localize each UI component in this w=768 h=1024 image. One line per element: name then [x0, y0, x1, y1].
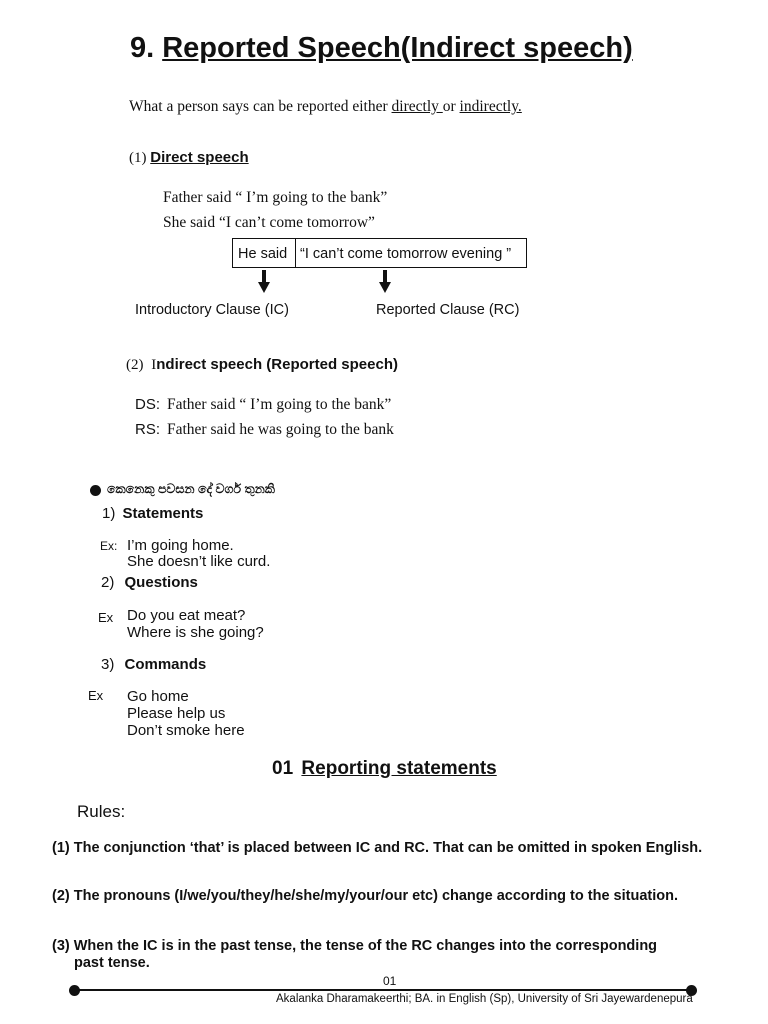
commands-example-3: Don’t smoke here	[127, 722, 245, 739]
clause-diagram-box	[232, 238, 527, 268]
commands-ex-label: Ex	[88, 688, 104, 703]
rc-label: Reported Clause (RC)	[376, 302, 520, 318]
rule-3: (3) When the IC is in the past tense, the tense of the RC changes into the corresponding	[52, 938, 658, 954]
footer-credit: Akalanka Dharamakeerthi; BA. in English (Sp), University of Sri Jayewardenepura	[276, 993, 693, 1005]
rc-text: “I can’t come tomorrow evening ”	[300, 246, 512, 262]
commands-example-2: Please help us	[127, 705, 226, 722]
intro-indirectly: indirectly.	[459, 98, 522, 115]
rules-label: Rules:	[77, 802, 126, 821]
intro-text: What a person says can be reported either	[129, 98, 392, 115]
rs-label: RS:	[135, 421, 161, 438]
rule-2: (2) The pronouns (I/we/you/they/he/she/my/your/our etc) change according to the situation.	[52, 888, 678, 904]
intro-directly: directly	[391, 98, 443, 115]
ds-label: DS:	[135, 396, 161, 413]
questions-ex-label: Ex	[98, 610, 114, 625]
footer-left-dot-icon	[69, 985, 80, 996]
commands-example-1: Go home	[127, 688, 189, 705]
commands-label: Commands	[124, 656, 207, 673]
ic-label: Introductory Clause (IC)	[135, 302, 289, 318]
bullet-icon	[90, 485, 101, 496]
questions-example-2: Where is she going?	[127, 624, 264, 641]
rs-text: Father said he was going to the bank	[167, 421, 394, 438]
statements-ex-label: Ex:	[100, 539, 118, 553]
direct-marker: (1)	[129, 150, 147, 166]
ic-text: He said	[238, 246, 288, 262]
title-text: Reported Speech(Indirect speech)	[162, 32, 633, 64]
direct-example-1: Father said “ I’m going to the bank”	[163, 189, 388, 206]
indirect-heading-text: ndirect speech (Reported speech)	[156, 356, 398, 373]
statements-heading	[102, 505, 203, 522]
reporting-heading-text: Reporting statements	[301, 758, 497, 779]
section-number: 9.	[130, 32, 155, 64]
page-title	[130, 32, 633, 65]
statements-example-2: She doesn’t like curd.	[127, 553, 271, 570]
questions-number: 2)	[101, 574, 115, 591]
questions-example-1: Do you eat meat?	[127, 607, 246, 624]
direct-heading-text: Direct speech	[150, 149, 249, 166]
indirect-marker: (2)	[126, 357, 144, 373]
questions-heading	[101, 574, 198, 591]
indirect-first-letter: I	[151, 357, 157, 373]
clause-divider	[295, 239, 296, 267]
sinhala-heading: කෙනෙකු පවසන දේ වර්ග තුනකි	[107, 482, 275, 496]
intro-or: or	[442, 98, 460, 115]
indirect-speech-heading	[126, 356, 398, 374]
questions-label: Questions	[124, 574, 198, 591]
page-number: 01	[383, 974, 397, 988]
reporting-heading	[272, 758, 497, 780]
ds-text: Father said “ I’m going to the bank”	[167, 396, 392, 413]
direct-speech-heading	[129, 149, 249, 167]
statements-label: Statements	[122, 505, 204, 522]
commands-heading	[101, 656, 206, 673]
statements-example-1: I’m going home.	[127, 537, 234, 554]
direct-example-2: She said “I can’t come tomorrow”	[163, 214, 375, 231]
intro-sentence	[129, 98, 522, 116]
commands-number: 3)	[101, 656, 115, 673]
rule-3-continued: past tense.	[74, 955, 150, 971]
statements-number: 1)	[102, 505, 116, 522]
footer-divider	[74, 989, 692, 991]
reporting-number: 01	[272, 758, 294, 779]
rule-1: (1) The conjunction ‘that’ is placed between IC and RC. That can be omitted in spoken English.	[52, 840, 703, 856]
